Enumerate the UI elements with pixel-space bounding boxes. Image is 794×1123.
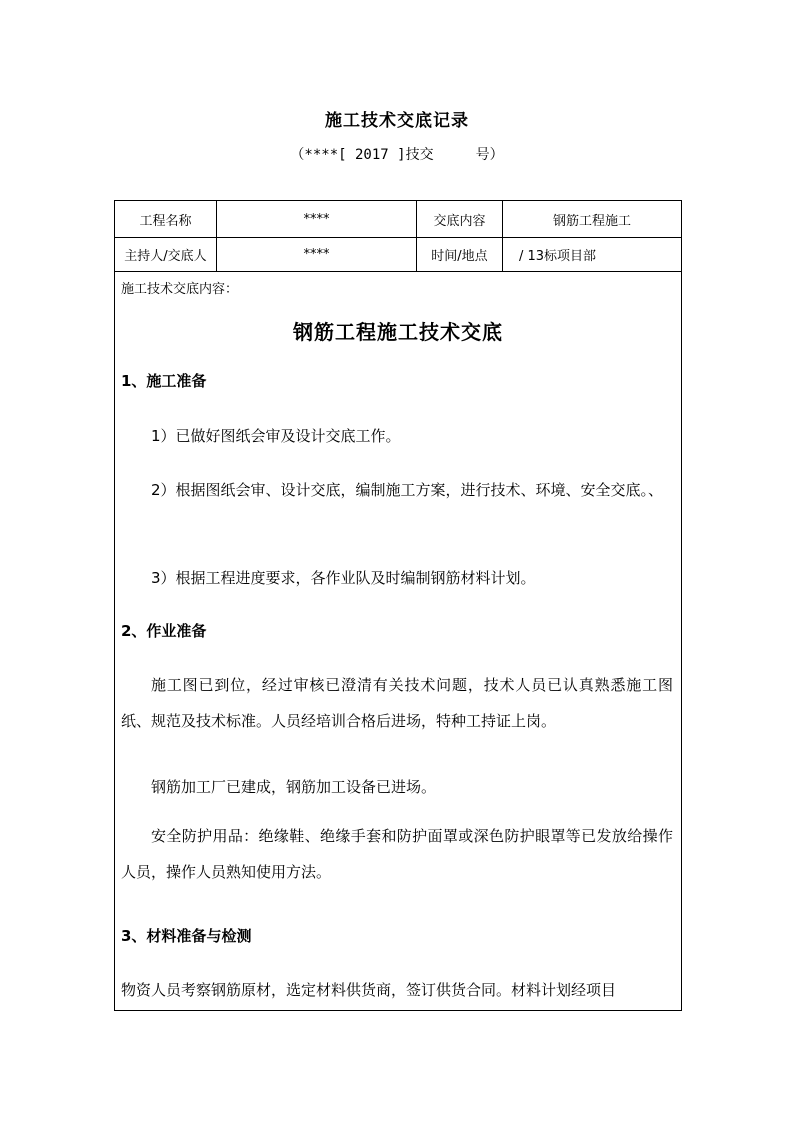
document-number: （****[ 2017 ]技交 号）: [290, 147, 504, 163]
time-place-label: 时间/地点: [417, 237, 503, 271]
section-paragraph: 1）已做好图纸会审及设计交底工作。: [151, 427, 401, 445]
time-place-value: / 13标项目部: [519, 248, 597, 264]
section-paragraph: 钢筋加工厂已建成，钢筋加工设备已进场。: [151, 778, 437, 796]
section-paragraph: 物资人员考察钢筋原材，选定材料供货商，签订供货合同。材料计划经项目: [121, 981, 617, 999]
record-sheet: [114, 200, 682, 1011]
section-paragraph: 安全防护用品：绝缘鞋、绝缘手套和防护面罩或深色防护眼罩等已发放给操作人员，操作人员熟知使用方法。: [121, 827, 673, 881]
section-paragraph: 3）根据工程进度要求，各作业队及时编制钢筋材料计划。: [151, 569, 536, 587]
content-heading: 钢筋工程施工技术交底: [293, 320, 503, 344]
page-title: 施工技术交底记录: [325, 111, 469, 131]
briefing-content-label: 交底内容: [417, 201, 503, 237]
section-title: 2、作业准备: [121, 622, 207, 640]
info-row-project: [115, 201, 681, 238]
host-label: 主持人/交底人: [115, 237, 217, 271]
section-title: 3、材料准备与检测: [121, 927, 252, 945]
info-row-host: [115, 237, 681, 272]
project-name-label: 工程名称: [115, 201, 217, 237]
content-intro-label: 施工技术交底内容：: [121, 282, 239, 297]
briefing-content-value: 钢筋工程施工: [552, 213, 631, 229]
section-title: 1、施工准备: [121, 372, 207, 390]
host-value: ****: [217, 237, 417, 271]
project-name-value: ****: [217, 201, 417, 237]
section-paragraph: 2）根据图纸会审、设计交底，编制施工方案，进行技术、环境、安全交底。、: [151, 481, 664, 499]
section-paragraph: 施工图已到位，经过审核已澄清有关技术问题，技术人员已认真熟悉施工图纸、规范及技术标准。人员经培训合格后进场，特种工持证上岗。: [121, 676, 673, 730]
